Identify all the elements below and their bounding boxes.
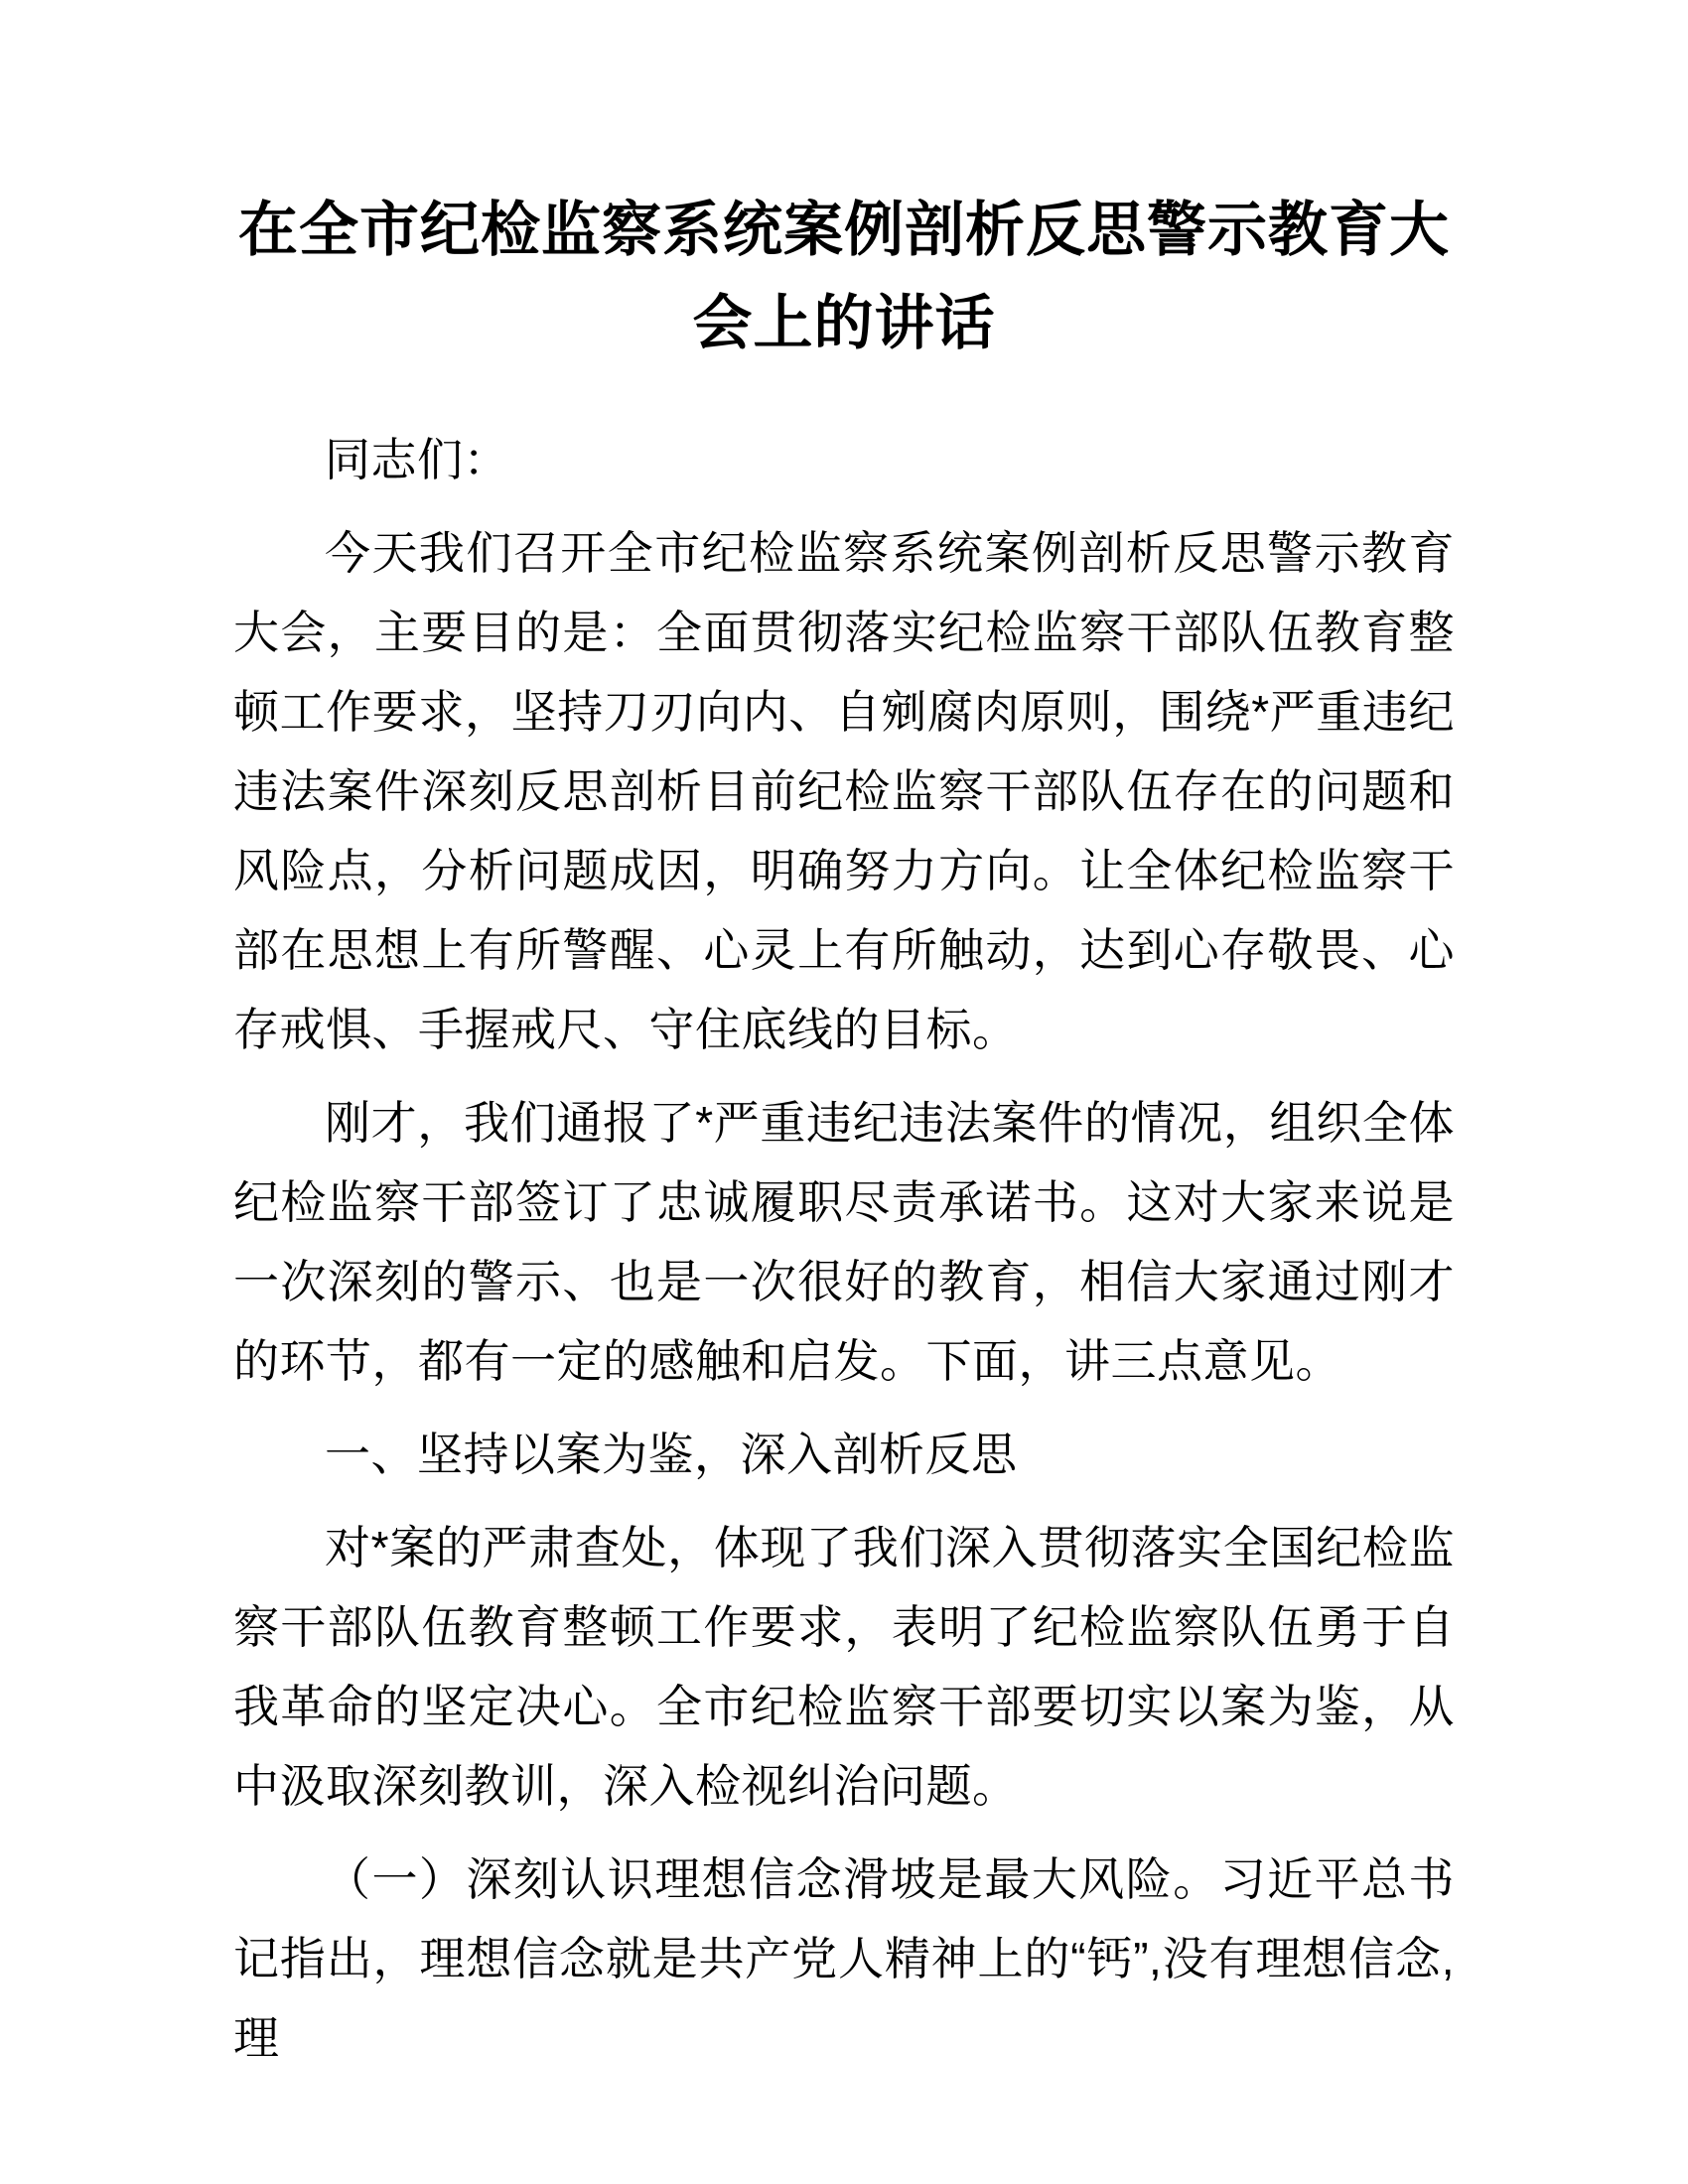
paragraph-salutation: 同志们：	[325, 434, 509, 485]
section-heading: 一、坚持以案为鉴，深入剖析反思	[325, 1429, 1018, 1480]
paragraph-body: 今天我们召开全市纪检监察系统案例剖析反思警示教育大会，主要目的是：全面贯彻落实纪检监察干部队伍教育整顿工作要求，坚持刀刃向内、自剜腐肉原则，围绕*严重违纪违法案件深刻反思剖析目前纪检监察干部队伍存在的问题和风险点，分析问题成因，明确努力方向。让全体纪检监察干部在思想上有所警醒、心灵上有所触动，达到心存敬畏、心存戒惧、手握戒尺、守住底线的目标。	[233, 527, 1455, 1055]
paragraph-body: 对*案的严肃查处，体现了我们深入贯彻落实全国纪检监察干部队伍教育整顿工作要求，表明了纪检监察队伍勇于自我革命的坚定决心。全市纪检监察干部要切实以案为鉴，从中汲取深刻教训，深入检视纠治问题。	[233, 1522, 1455, 1812]
document-title: 在全市纪检监察系统案例剖析反思警示教育大会上的讲话	[238, 197, 1450, 356]
paragraph-body: （一）深刻认识理想信念滑坡是最大风险。习近平总书记指出，理想信念就是共产党人精神上的“钙”,没有理想信念,理	[233, 1853, 1455, 2064]
paragraph-body: 刚才，我们通报了*严重违纪违法案件的情况，组织全体纪检监察干部签订了忠诚履职尽责承诺书。这对大家来说是一次深刻的警示、也是一次很好的教育，相信大家通过刚才的环节，都有一定的感触和启发。下面，讲三点意见。	[233, 1097, 1455, 1387]
